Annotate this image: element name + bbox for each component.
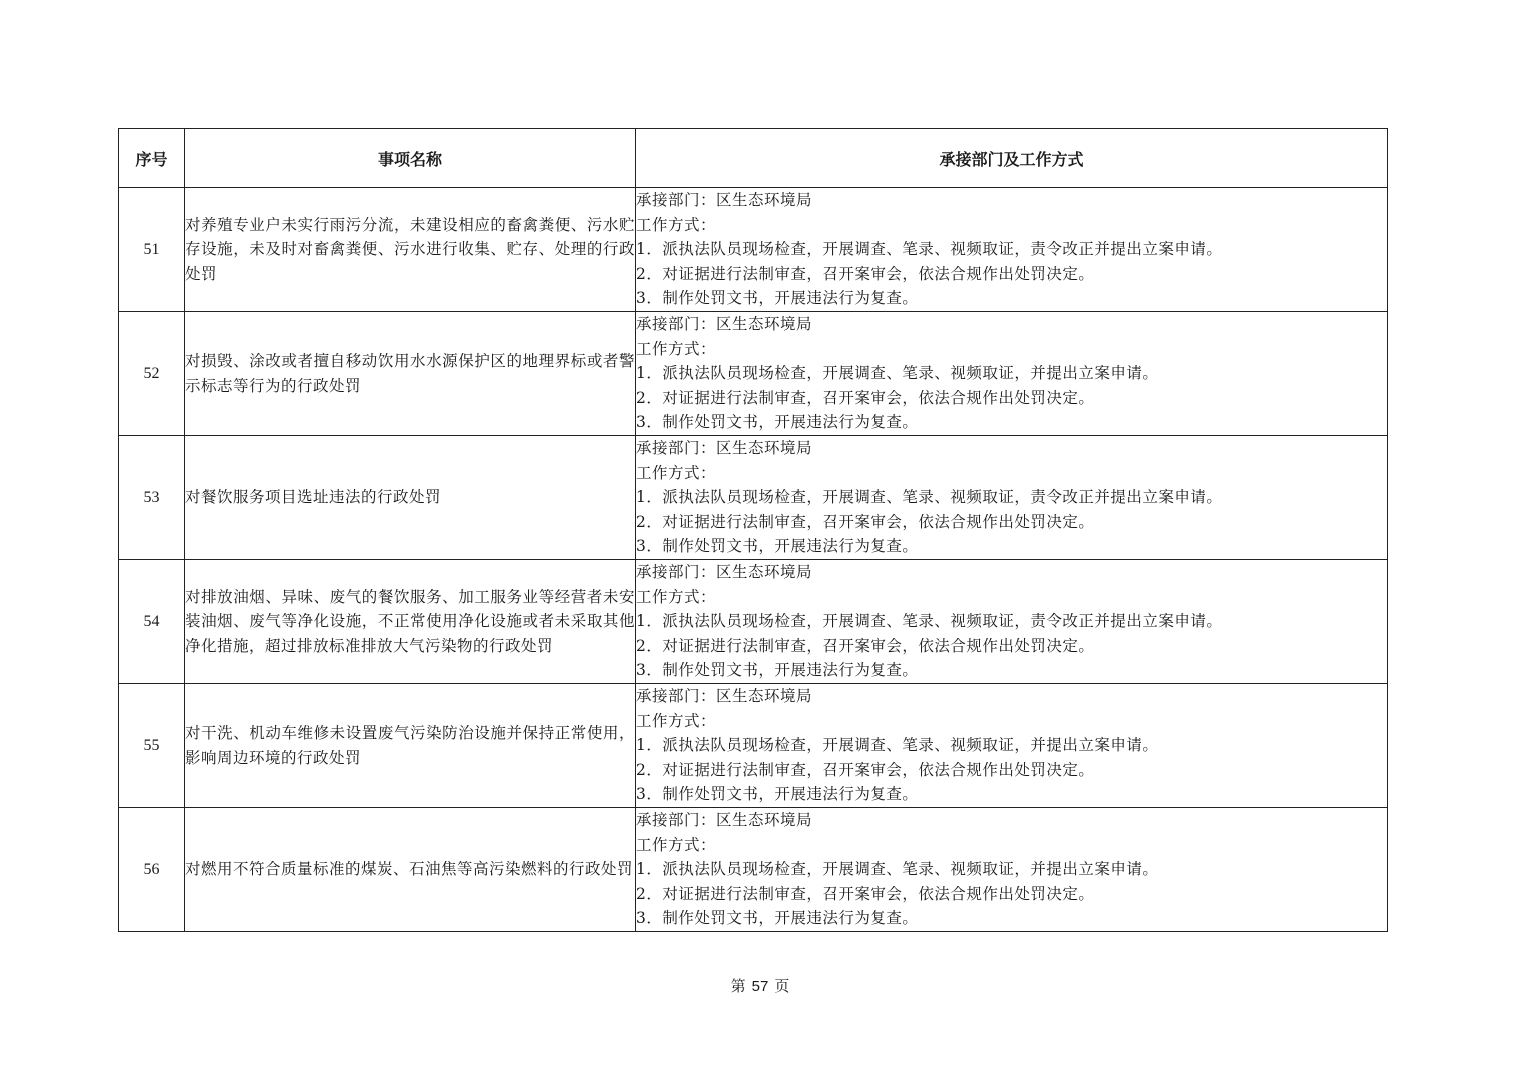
method-step: 1．派执法队员现场检查，开展调查、笔录、视频取证，责令改正并提出立案申请。	[636, 488, 1223, 507]
row-serial-number: 52	[119, 312, 185, 436]
method-label: 工作方式：	[636, 339, 717, 358]
method-label: 工作方式：	[636, 711, 717, 730]
table-row	[119, 684, 1388, 808]
method-label: 工作方式：	[636, 587, 717, 606]
row-item-name: 对干洗、机动车维修未设置废气污染防治设施并保持正常使用，影响周边环境的行政处罚	[185, 684, 636, 808]
header-serial-number: 序号	[119, 129, 185, 188]
row-serial-number: 55	[119, 684, 185, 808]
row-serial-number: 54	[119, 560, 185, 684]
row-department-method	[636, 436, 1388, 560]
method-label: 工作方式：	[636, 215, 717, 234]
method-step: 2．对证据进行法制审查，召开案审会，依法合规作出处罚决定。	[636, 264, 1095, 283]
method-label: 工作方式：	[636, 835, 717, 854]
method-label: 工作方式：	[636, 463, 717, 482]
method-step: 1．派执法队员现场检查，开展调查、笔录、视频取证，并提出立案申请。	[636, 364, 1159, 383]
table-header-row	[119, 129, 1388, 188]
page-footer	[0, 975, 1520, 996]
table-row	[119, 188, 1388, 312]
method-step: 2．对证据进行法制审查，召开案审会，依法合规作出处罚决定。	[636, 760, 1095, 779]
department-line: 承接部门：区生态环境局	[636, 439, 813, 458]
row-item-name: 对燃用不符合质量标准的煤炭、石油焦等高污染燃料的行政处罚	[185, 808, 636, 932]
method-step: 3．制作处罚文书，开展违法行为复查。	[636, 289, 919, 308]
footer-prefix: 第	[730, 977, 746, 995]
page-number: 57	[751, 978, 769, 995]
row-item-name: 对损毁、涂改或者擅自移动饮用水水源保护区的地理界标或者警示标志等行为的行政处罚	[185, 312, 636, 436]
department-line: 承接部门：区生态环境局	[636, 191, 813, 210]
method-step: 3．制作处罚文书，开展违法行为复查。	[636, 413, 919, 432]
row-serial-number: 53	[119, 436, 185, 560]
row-item-name: 对排放油烟、异味、废气的餐饮服务、加工服务业等经营者未安装油烟、废气等净化设施，不正常使用净化设施或者未采取其他净化措施，超过排放标准排放大气污染物的行政处罚	[185, 560, 636, 684]
department-line: 承接部门：区生态环境局	[636, 563, 813, 582]
footer-suffix: 页	[774, 977, 790, 995]
method-step: 3．制作处罚文书，开展违法行为复查。	[636, 537, 919, 556]
department-line: 承接部门：区生态环境局	[636, 811, 813, 830]
header-item-name: 事项名称	[185, 129, 636, 188]
table-row	[119, 808, 1388, 932]
method-step: 3．制作处罚文书，开展违法行为复查。	[636, 909, 919, 928]
method-step: 2．对证据进行法制审查，召开案审会，依法合规作出处罚决定。	[636, 884, 1095, 903]
method-step: 2．对证据进行法制审查，召开案审会，依法合规作出处罚决定。	[636, 512, 1095, 531]
header-department-method: 承接部门及工作方式	[636, 129, 1388, 188]
method-step: 1．派执法队员现场检查，开展调查、笔录、视频取证，责令改正并提出立案申请。	[636, 240, 1223, 259]
row-item-name: 对养殖专业户未实行雨污分流，未建设相应的畜禽粪便、污水贮存设施，未及时对畜禽粪便、污水进行收集、贮存、处理的行政处罚	[185, 188, 636, 312]
method-step: 2．对证据进行法制审查，召开案审会，依法合规作出处罚决定。	[636, 388, 1095, 407]
row-serial-number: 56	[119, 808, 185, 932]
row-department-method	[636, 188, 1388, 312]
row-department-method	[636, 684, 1388, 808]
department-line: 承接部门：区生态环境局	[636, 687, 813, 706]
method-step: 1．派执法队员现场检查，开展调查、笔录、视频取证，并提出立案申请。	[636, 860, 1159, 879]
row-serial-number: 51	[119, 188, 185, 312]
method-step: 1．派执法队员现场检查，开展调查、笔录、视频取证，并提出立案申请。	[636, 736, 1159, 755]
row-department-method	[636, 808, 1388, 932]
department-line: 承接部门：区生态环境局	[636, 315, 813, 334]
table-row	[119, 560, 1388, 684]
row-item-name: 对餐饮服务项目选址违法的行政处罚	[185, 436, 636, 560]
table-row	[119, 436, 1388, 560]
method-step: 1．派执法队员现场检查，开展调查、笔录、视频取证，责令改正并提出立案申请。	[636, 612, 1223, 631]
method-step: 3．制作处罚文书，开展违法行为复查。	[636, 785, 919, 804]
row-department-method	[636, 312, 1388, 436]
row-department-method	[636, 560, 1388, 684]
table-row	[119, 312, 1388, 436]
method-step: 3．制作处罚文书，开展违法行为复查。	[636, 661, 919, 680]
method-step: 2．对证据进行法制审查，召开案审会，依法合规作出处罚决定。	[636, 636, 1095, 655]
document-table	[118, 128, 1388, 932]
